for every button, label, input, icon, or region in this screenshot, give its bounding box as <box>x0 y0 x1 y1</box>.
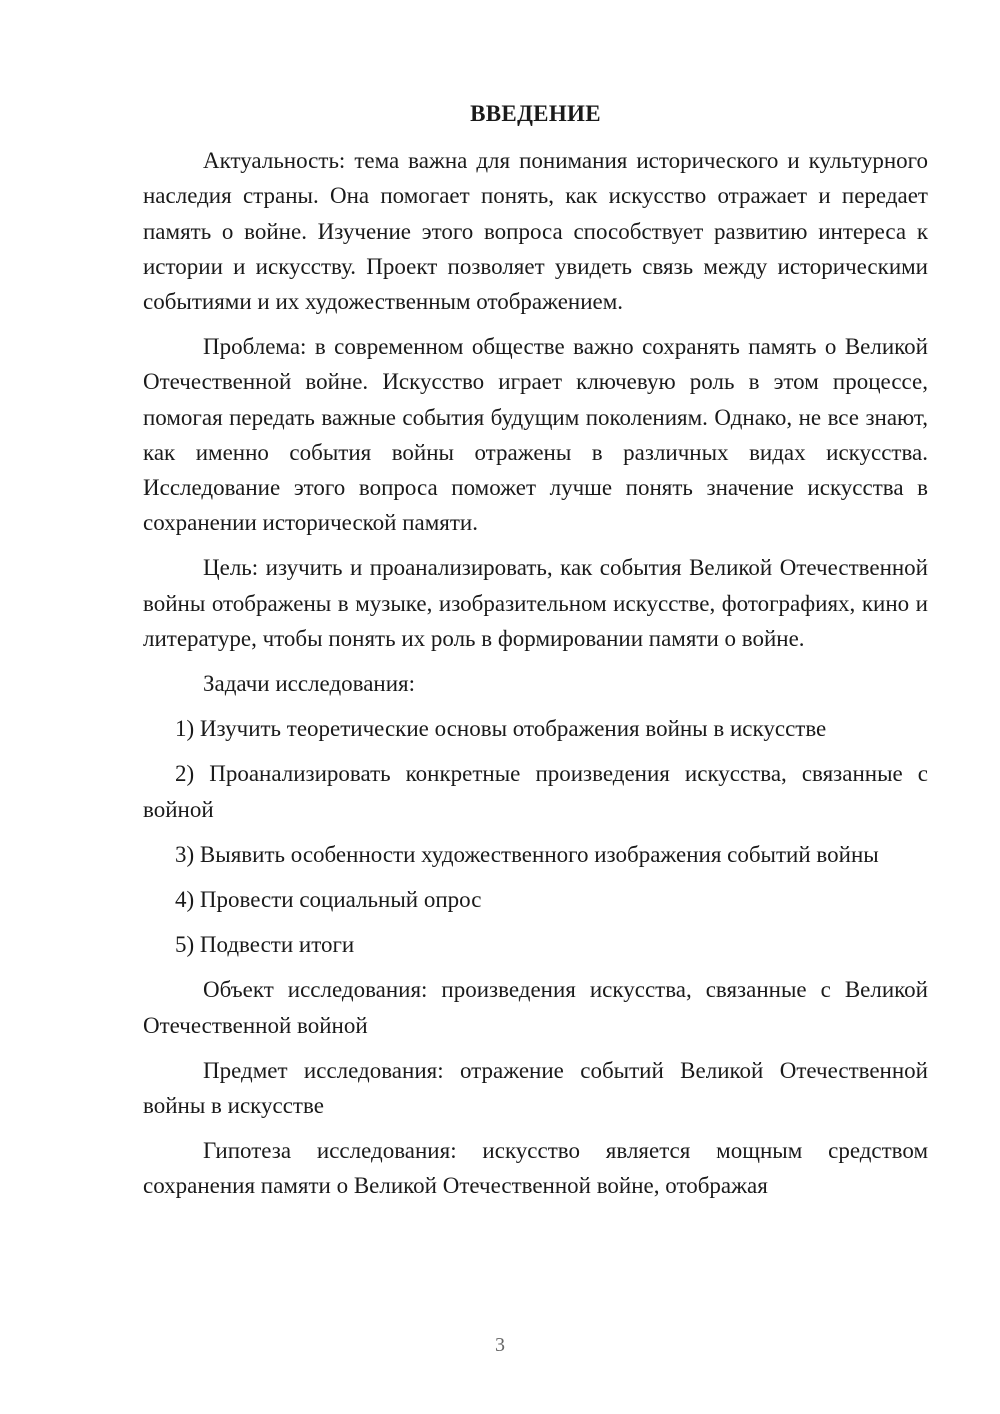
page-number: 3 <box>495 1334 505 1356</box>
relevance-paragraph: Актуальность: тема важна для понимания исторического и культурного наследия страны. Она помогает понять, как искусство отражает и передает память о войне. Изучение этого вопроса способствует развитию интереса к истории и искусству. Проект позволяет увидеть связь между историческими событиями и их художественным отображением. <box>143 148 928 315</box>
section-title: ВВЕДЕНИЕ <box>470 101 601 126</box>
task-item: 3) Выявить особенности художественного изображения событий войны <box>175 841 879 867</box>
problem-paragraph: Проблема: в современном обществе важно сохранять память о Великой Отечественной войне. Искусство играет ключевую роль в этом процессе, помогая передать важные события будущим поколениям. Однако, не все знают, как именно события войны отражены в различных видах искусства. Исследование этого вопроса поможет лучше понять значение искусства в сохранении исторической памяти. <box>143 334 928 536</box>
page-content <box>143 96 928 1204</box>
hypothesis-paragraph: Гипотеза исследования: искусство является мощным средством сохранения памяти о Великой Отечественной войне, отображая <box>143 1138 928 1199</box>
goal-paragraph: Цель: изучить и проанализировать, как события Великой Отечественной войны отображены в музыке, изобразительном искусстве, фотографиях, кино и литературе, чтобы понять их роль в формировании памяти о войне. <box>143 555 928 651</box>
tasks-heading: Задачи исследования: <box>203 671 416 697</box>
subject-paragraph: Предмет исследования: отражение событий Великой Отечественной войны в искусстве <box>143 1057 928 1119</box>
task-item: 2) Проанализировать конкретные произведения искусства, связанные с войной <box>143 761 928 822</box>
task-item: 4) Провести социальный опрос <box>175 887 482 913</box>
task-item: 1) Изучить теоретические основы отображения войны в искусстве <box>175 716 827 742</box>
object-paragraph: Объект исследования: произведения искусства, связанные с Великой Отечественной войной <box>143 977 928 1038</box>
task-item: 5) Подвести итоги <box>175 932 355 958</box>
